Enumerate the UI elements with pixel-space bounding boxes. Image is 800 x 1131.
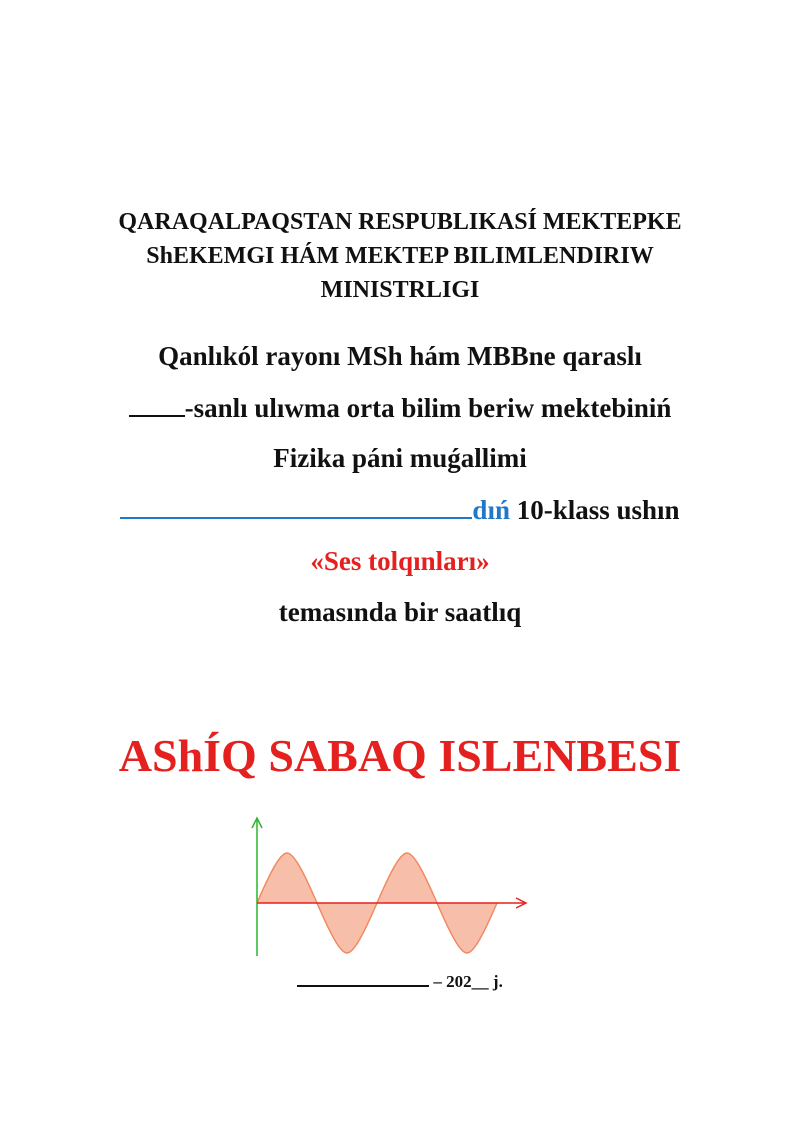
date-blank <box>297 985 429 987</box>
ministry-heading <box>0 205 800 307</box>
school-line <box>0 390 800 426</box>
district-line: Qanlıkól rayonı MSh hám MBBne qaraslı <box>158 341 642 371</box>
ministry-line-1: QARAQALPAQSTAN RESPUBLIKASÍ MEKTEPKE <box>118 209 682 235</box>
page-title: AShÍQ SABAQ ISLENBESI <box>118 730 682 781</box>
teacher-line: Fizika páni muǵallimi <box>273 443 527 473</box>
duration-line: temasında bir saatlıq <box>278 597 522 627</box>
date-line <box>0 972 800 992</box>
school-line-text: -sanlı ulıwma orta bilim beriw mektebiniń <box>184 393 672 423</box>
teacher-name-blank <box>120 517 472 519</box>
class-text: 10-klass ushın <box>509 495 680 525</box>
lesson-topic: «Ses tolqınları» <box>310 546 490 576</box>
date-text: – 202__ j. <box>429 972 503 991</box>
school-number-blank <box>129 415 185 417</box>
teacher-name-line <box>0 492 800 528</box>
teacher-suffix: dıń <box>472 495 510 525</box>
sine-wave-icon <box>240 808 540 958</box>
ministry-line-2: ShEKEMGI HÁM MEKTEP BILIMLENDIRIW <box>146 243 654 269</box>
ministry-line-3: MINISTRLIGI <box>320 277 480 303</box>
